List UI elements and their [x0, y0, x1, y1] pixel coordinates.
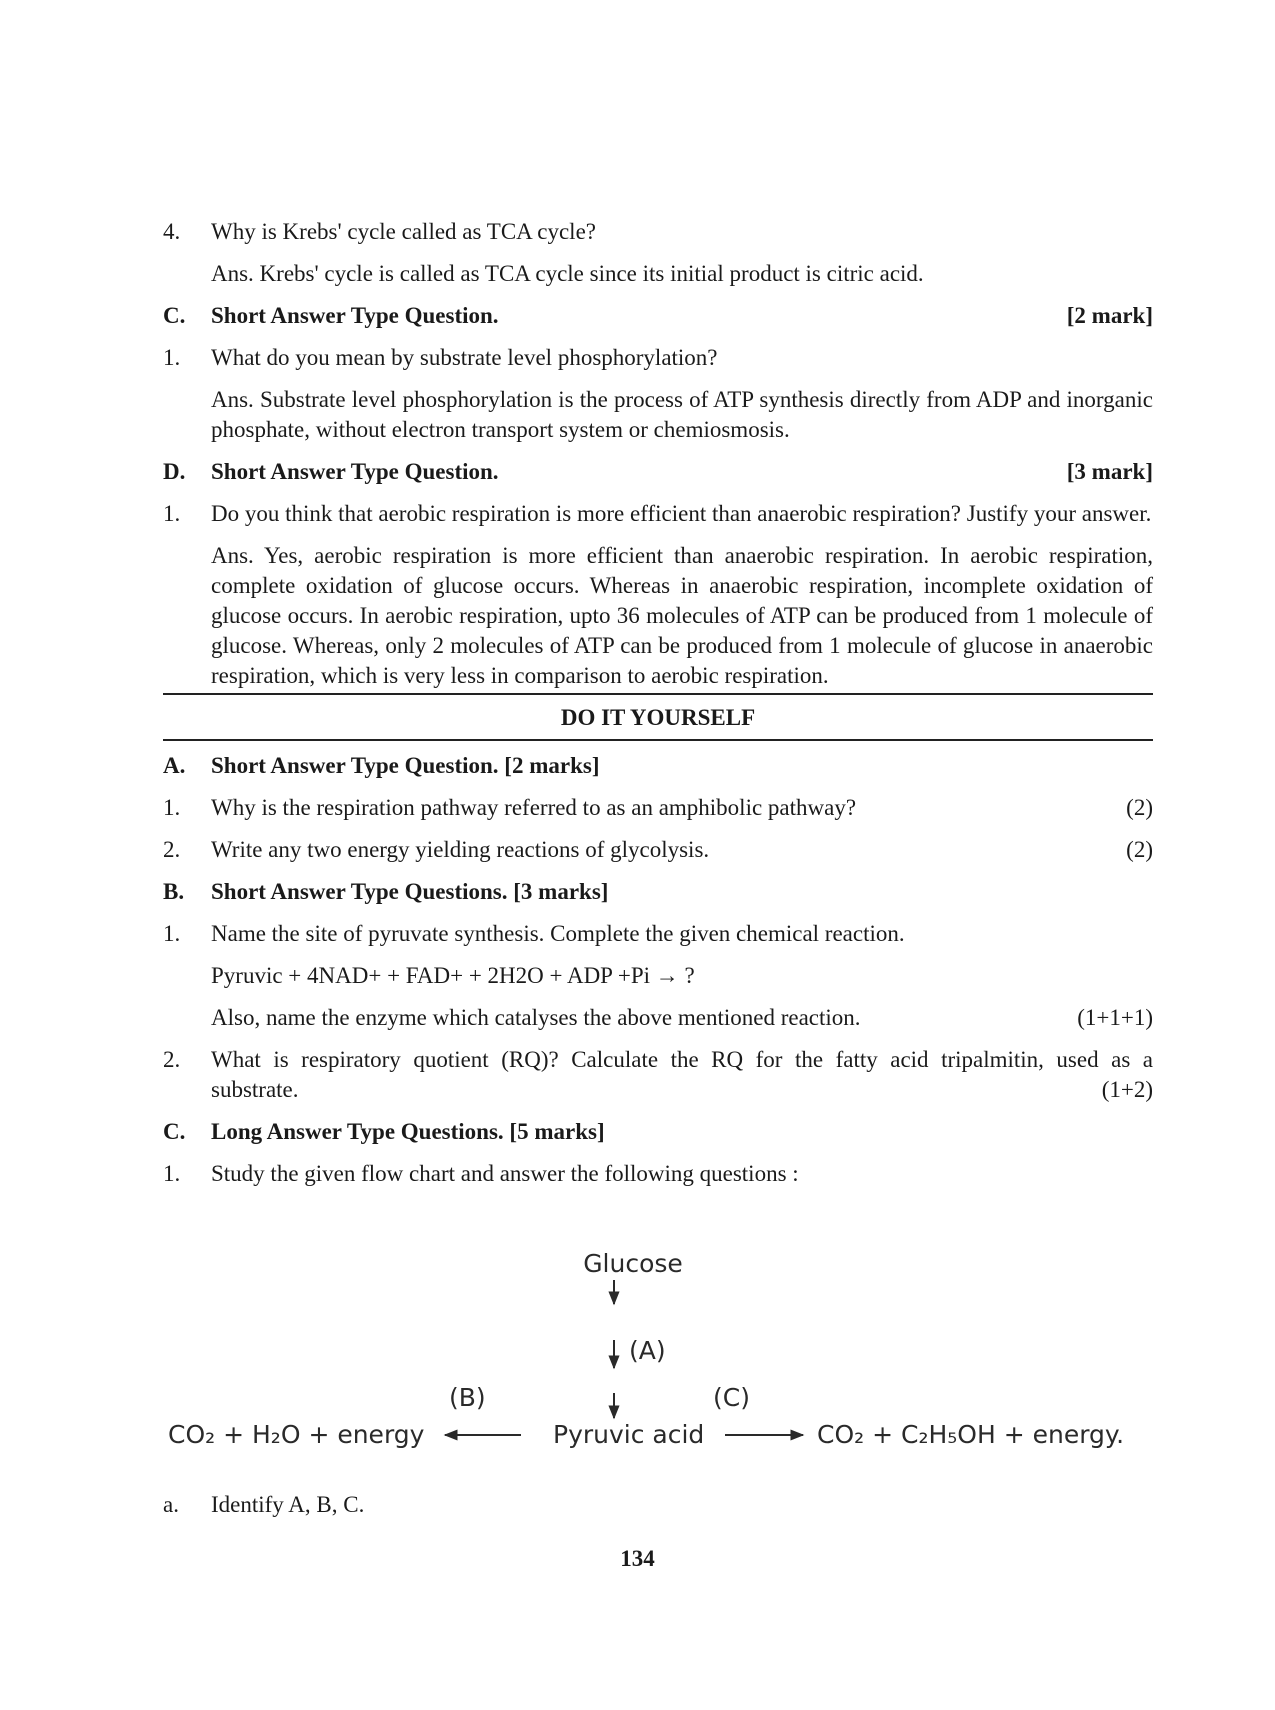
diy-c-question-1	[163, 1159, 1153, 1189]
question-marks: (2)	[1126, 795, 1153, 820]
label-c: (C)	[713, 1383, 750, 1412]
glucose-label: Glucose	[583, 1249, 683, 1278]
question-marks: (1+1+1)	[1077, 1005, 1153, 1030]
diy-a-question-1	[163, 793, 1153, 823]
sub-question-text: Identify A, B, C.	[211, 1492, 365, 1517]
question-text: Why is the respiration pathway referred to as an amphibolic pathway?	[211, 795, 857, 820]
section-title: Short Answer Type Question.	[211, 303, 499, 328]
answer-4: Ans. Krebs' cycle is called as TCA cycle since its initial product is citric acid.	[211, 261, 924, 286]
aerobic-products: CO₂ + H₂O + energy	[168, 1420, 425, 1449]
label-b: (B)	[449, 1383, 486, 1412]
divider-bottom	[163, 739, 1153, 741]
respiration-flow-chart	[163, 1248, 1153, 1488]
section-title: Long Answer Type Questions. [5 marks]	[211, 1119, 605, 1144]
section-mark: [3 mark]	[1066, 459, 1153, 484]
question-text: Why is Krebs' cycle called as TCA cycle?	[211, 219, 596, 244]
section-letter: B.	[163, 879, 185, 904]
sub-question-letter: a.	[163, 1492, 179, 1517]
question-marks: (2)	[1126, 837, 1153, 862]
diy-section-b-heading	[163, 877, 1153, 907]
section-letter: D.	[163, 459, 186, 484]
question-number: 1.	[163, 501, 181, 526]
section-c-question-1	[163, 343, 1153, 373]
question-4	[163, 217, 1153, 247]
question-text: Also, name the enzyme which catalyses the above mentioned reaction.	[211, 1005, 861, 1030]
sub-question-a	[163, 1490, 1153, 1520]
anaerobic-products: CO₂ + C₂H₅OH + energy.	[817, 1420, 1125, 1449]
question-text-end: substrate.	[211, 1077, 299, 1102]
question-text: What is respiratory quotient (RQ)? Calculate the RQ for the fatty acid tripalmitin, used as a	[211, 1047, 1153, 1072]
section-letter: C.	[163, 303, 186, 328]
question-number: 2.	[163, 1047, 181, 1072]
diy-section-a-heading	[163, 751, 1153, 781]
label-a: (A)	[629, 1336, 666, 1365]
section-d-heading	[163, 457, 1153, 487]
question-text: Name the site of pyruvate synthesis. Complete the given chemical reaction.	[211, 921, 905, 946]
page-content	[163, 217, 1153, 1201]
diy-section-c-heading	[163, 1117, 1153, 1147]
diy-b-question-1-also	[211, 1003, 1153, 1033]
section-title: Short Answer Type Question. [2 marks]	[211, 753, 600, 778]
question-number: 2.	[163, 837, 181, 862]
page-number: 134	[620, 1546, 655, 1571]
question-body	[211, 1045, 1153, 1105]
flow-chart-svg	[163, 1248, 1153, 1488]
section-c-heading	[163, 301, 1153, 331]
question-number: 4.	[163, 219, 181, 244]
diy-b-question-1	[163, 919, 1153, 949]
chemical-reaction: Pyruvic + 4NAD+ + FAD+ + 2H2O + ADP +Pi → ?	[211, 963, 695, 988]
question-text: Do you think that aerobic respiration is more efficient than anaerobic respiration? Justify your answer.	[211, 501, 1152, 526]
question-number: 1.	[163, 1161, 181, 1186]
section-d-question-1	[163, 499, 1153, 529]
question-text: Write any two energy yielding reactions of glycolysis.	[211, 837, 710, 862]
question-last-line	[211, 1075, 1153, 1105]
do-it-yourself-heading: DO IT YOURSELF	[560, 705, 756, 730]
question-number: 1.	[163, 795, 181, 820]
section-letter: A.	[163, 753, 186, 778]
section-mark: [2 mark]	[1066, 303, 1153, 328]
section-title: Short Answer Type Question.	[211, 459, 499, 484]
section-letter: C.	[163, 1119, 186, 1144]
section-d-answer-1: Ans. Yes, aerobic respiration is more efficient than anaerobic respiration. In aerobic respiration, complete oxidation of glucose occurs. Whereas in anaerobic respiration, incomplete oxidation of glucose occurs. In aerobic respiration, upto 36 molecules of ATP can be produced from 1 molecule of glucose. Whereas, only 2 molecules of ATP can be produced from 1 molecule of glucose in anaerobic respiration, which is very less in comparison to aerobic respiration.	[211, 543, 1153, 688]
section-title: Short Answer Type Questions. [3 marks]	[211, 879, 609, 904]
pyruvic-acid-label: Pyruvic acid	[553, 1420, 705, 1449]
section-c-answer-1: Ans. Substrate level phosphorylation is the process of ATP synthesis directly from ADP and inorganic phosphate, without electron transport system or chemiosmosis.	[211, 387, 1153, 442]
question-marks: (1+2)	[1101, 1077, 1153, 1102]
diy-a-question-2	[163, 835, 1153, 865]
question-text: Study the given flow chart and answer the following questions :	[211, 1161, 799, 1186]
diy-b-question-2	[163, 1045, 1153, 1105]
question-text: What do you mean by substrate level phosphorylation?	[211, 345, 718, 370]
question-number: 1.	[163, 345, 181, 370]
question-number: 1.	[163, 921, 181, 946]
